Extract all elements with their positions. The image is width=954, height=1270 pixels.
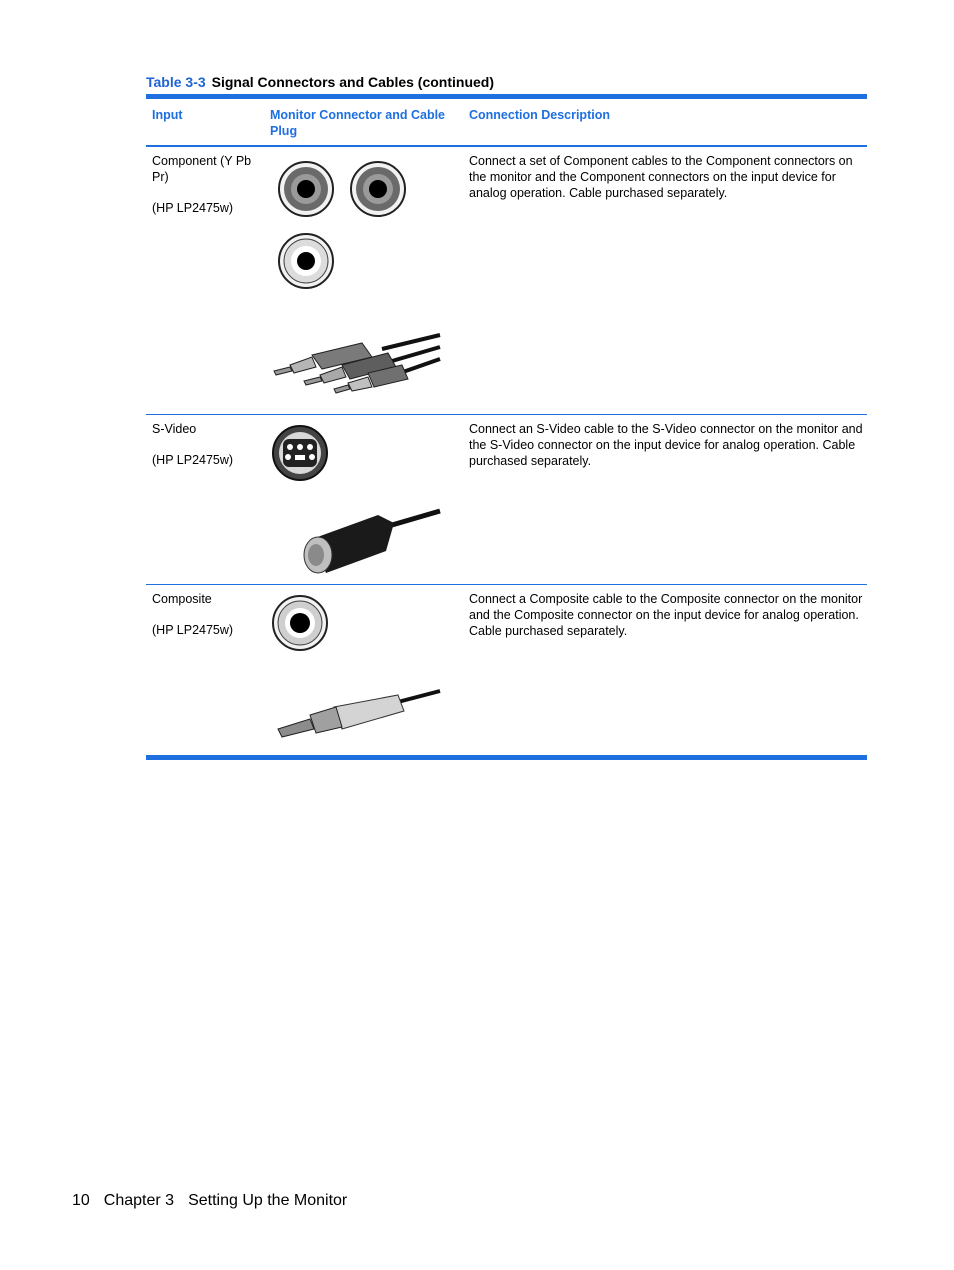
component-jack-icon [278, 161, 338, 221]
table-header-row [146, 99, 867, 147]
table-number: Table 3-3 [146, 74, 206, 90]
input-model: (HP LP2475w) [152, 623, 234, 637]
input-name: S-Video [152, 422, 197, 436]
input-cell [146, 585, 264, 755]
connector-cell [264, 415, 463, 584]
input-model: (HP LP2475w) [152, 453, 234, 467]
description-cell: Connect a Composite cable to the Composite connector on the monitor and the Composite connector on the input device for analog operation. Cable purchased separately. [469, 592, 863, 638]
connector-cell [264, 585, 463, 755]
chapter-title: Setting Up the Monitor [188, 1192, 348, 1209]
description-cell: Connect a set of Component cables to the Component connectors on the monitor and the Component connectors on the input device for analog operation. Cable purchased separately. [469, 154, 853, 200]
component-cable-icon [272, 327, 448, 397]
table-caption [146, 74, 494, 90]
input-cell [146, 147, 264, 414]
table-title: Signal Connectors and Cables (continued) [211, 74, 495, 90]
chapter-label: Chapter 3 [103, 1192, 175, 1209]
input-name: Component (Y Pb Pr) [152, 154, 252, 184]
input-name: Composite [152, 592, 212, 606]
signal-connectors-table [146, 94, 867, 760]
s-video-cable-icon [282, 503, 458, 583]
input-model: (HP LP2475w) [152, 201, 234, 215]
page-footer [72, 1192, 361, 1210]
connector-cell [264, 147, 463, 414]
input-cell [146, 415, 264, 584]
header-description: Connection Description [469, 108, 610, 122]
header-connector: Monitor Connector and Cable Plug [270, 108, 445, 138]
description-cell: Connect an S-Video cable to the S-Video connector on the monitor and the S-Video connector on the input device for analog operation. Cable purchased separately. [469, 422, 863, 468]
component-jack-icon [350, 161, 410, 221]
table-row-s-video [146, 415, 867, 585]
page-number: 10 [72, 1192, 90, 1209]
s-video-jack-icon [272, 425, 332, 485]
component-jack-icon [278, 233, 338, 293]
composite-cable-icon [274, 685, 450, 755]
table-row-composite [146, 585, 867, 755]
table-row-component [146, 147, 867, 415]
composite-jack-icon [272, 595, 332, 655]
header-input: Input [152, 108, 183, 122]
